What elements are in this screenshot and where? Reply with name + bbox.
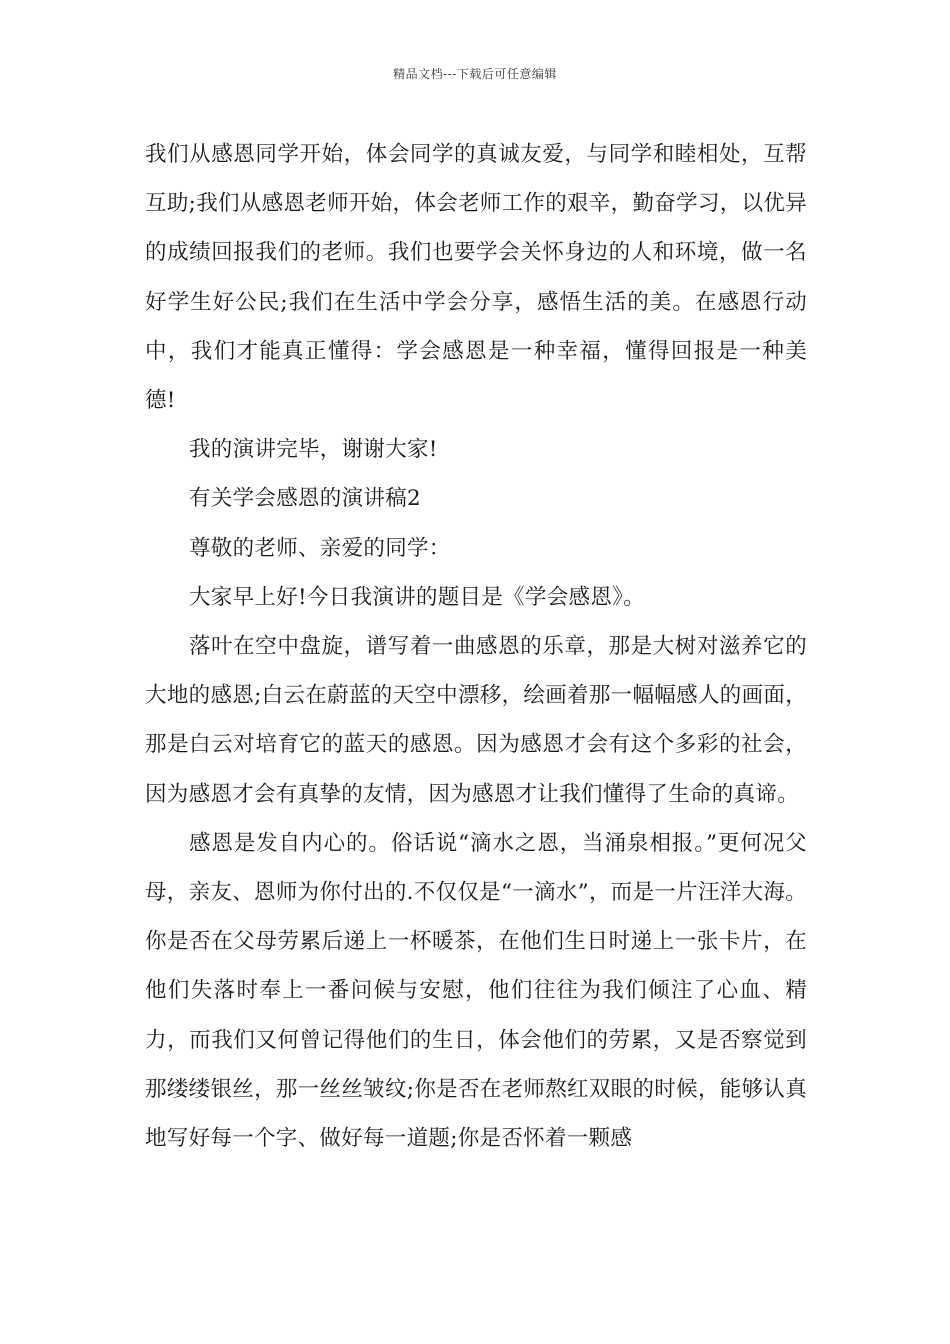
page-header: 精品文档---下载后可任意编辑 — [393, 67, 557, 81]
salutation: 尊敬的老师、亲爱的同学： — [189, 535, 451, 561]
paragraph-gratitude-actions: 我们从感恩同学开始，体会同学的真诚友爱，与同学和睦相处，互帮互助;我们从感恩老师开始，体会老师工作的艰辛，勤奋学习，以优异的成绩回报我们的老师。我们也要学会关怀身边的人和环境，做一名好学生好公民;我们在生活中学会分享，感悟生活的美。在感恩行动中，我们才能真正懂得：学会感恩是一种幸福，懂得回报是一种美德! — [145, 142, 807, 414]
paragraph-closing: 我的演讲完毕，谢谢大家! — [189, 437, 438, 463]
document-body — [145, 130, 807, 1163]
paragraph-heart-gratitude: 感恩是发自内心的。俗话说“滴水之恩，当涌泉相报。”更何况父母，亲友、恩师为你付出的.不仅仅是“一滴水”，而是一片汪洋大海。你是否在父母劳累后递上一杯暖茶，在他们生日时递上一张卡片，在他们失落时奉上一番问候与安慰，他们往往为我们倾注了心血、精力，而我们又何曾记得他们的生日，体会他们的劳累，又是否察觉到那缕缕银丝，那一丝丝皱纹;你是否在老师熬红双眼的时候，能够认真地写好每一个字、做好每一道题;你是否怀着一颗感 — [145, 830, 807, 1152]
speech-title: 有关学会感恩的演讲稿2 — [189, 486, 421, 512]
paragraph-greeting: 大家早上好!今日我演讲的题目是《学会感恩》。 — [189, 584, 645, 610]
paragraph-nature-gratitude: 落叶在空中盘旋，谱写着一曲感恩的乐章，那是大树对滋养它的大地的感恩;白云在蔚蓝的天空中漂移，绘画着那一幅幅感人的画面，那是白云对培育它的蓝天的感恩。因为感恩才会有这个多彩的社会，因为感恩才会有真挚的友情，因为感恩才让我们懂得了生命的真谛。 — [145, 634, 807, 807]
